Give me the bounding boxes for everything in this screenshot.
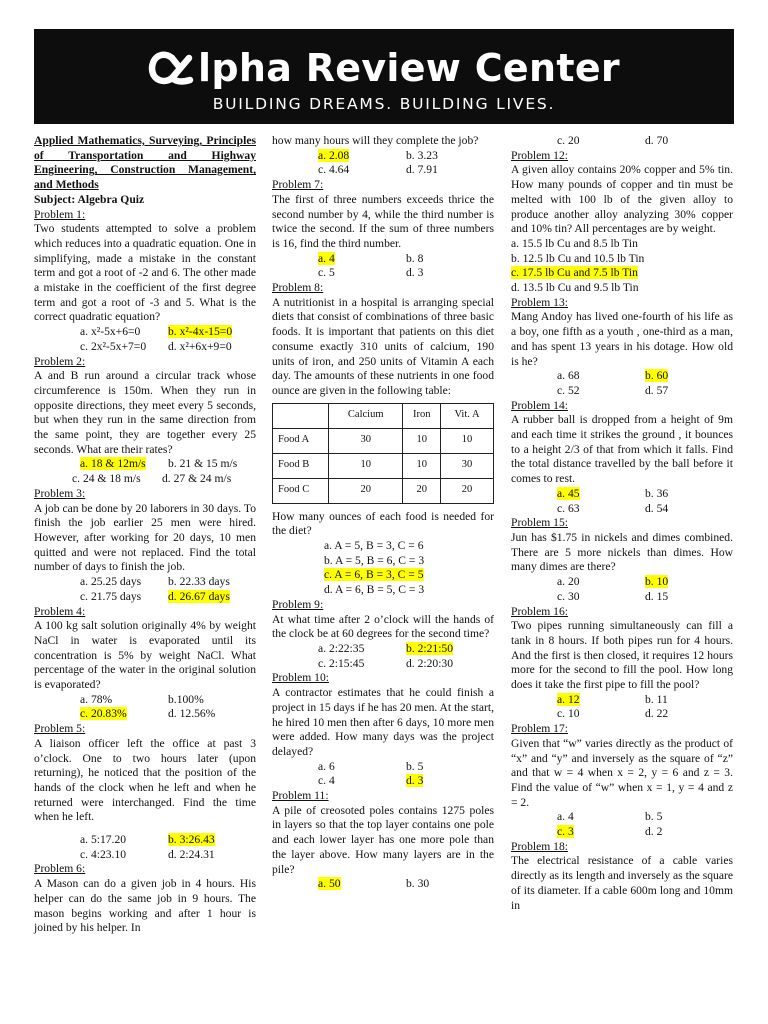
table-row-label: Food C bbox=[273, 478, 329, 503]
table-cell: 10 bbox=[403, 453, 441, 478]
table-row bbox=[273, 478, 494, 503]
problem-7-choices-cd bbox=[272, 266, 494, 281]
problem-11-title: Problem 11: bbox=[272, 789, 329, 803]
problem-17-choice-b: b. 5 bbox=[645, 810, 663, 824]
problem-6-title: Problem 6: bbox=[34, 862, 86, 876]
problem-10-choices-cd bbox=[272, 774, 494, 789]
problem-15-choices-cd bbox=[511, 590, 733, 605]
table-cell: 10 bbox=[441, 428, 494, 453]
problem-7-choice-b: b. 8 bbox=[406, 251, 424, 265]
problem-3-choice-b: b. 22.33 days bbox=[168, 575, 230, 589]
problem-10-choice-c: c. 4 bbox=[318, 774, 335, 788]
problem-8-question: How many ounces of each food is needed for the diet? bbox=[272, 509, 494, 538]
logo bbox=[34, 46, 734, 90]
problem-1-choices-cd bbox=[34, 340, 256, 355]
problem-4-choices-cd bbox=[34, 707, 256, 722]
problem-9-choices-cd bbox=[272, 657, 494, 672]
problem-15-choice-b: b. 10 bbox=[645, 575, 669, 589]
table-cell: 20 bbox=[403, 478, 441, 503]
problem-1-choices-ab bbox=[34, 325, 256, 340]
problem-13-text: Mang Andoy has lived one-fourth of his life as a boy, one fifth as a youth , one-third as a man, and has spent 13 years in his dotage. How old is he? bbox=[511, 310, 733, 368]
problem-14-choice-d: d. 54 bbox=[645, 501, 669, 515]
problem-9-text: At what time after 2 o’clock will the hands of the clock be at 60 degrees for the second time? bbox=[272, 612, 494, 641]
problem-9-choice-d: d. 2:20:30 bbox=[406, 656, 454, 670]
problem-17-choice-d: d. 2 bbox=[645, 825, 663, 839]
problem-9-choices-ab bbox=[272, 642, 494, 657]
problem-15-title: Problem 15: bbox=[511, 516, 569, 530]
problem-17-choice-a: a. 4 bbox=[557, 810, 574, 824]
problem-10-choice-b: b. 5 bbox=[406, 759, 424, 773]
problem-6-text-cont: how many hours will they complete the job? bbox=[272, 134, 479, 147]
problem-16-choices-ab bbox=[511, 693, 733, 708]
problem-17-text: Given that “w” varies directly as the product of “x” and “y” and inversely as the square of “z” and that w = 4 when x = 2, y = 6 and z = 3. Find the value of “w” when x = 1, y = 4 and z = 2. bbox=[511, 736, 733, 809]
table-row bbox=[273, 453, 494, 478]
problem-2-choice-d: d. 27 & 24 m/s bbox=[162, 472, 232, 486]
problem-12-choice-c: c. 17.5 lb Cu and 7.5 lb Tin bbox=[511, 266, 638, 280]
problem-2-title: Problem 2: bbox=[34, 354, 86, 368]
problem-14-text: A rubber ball is dropped from a height of 9m and each time it strikes the ground , it bounces to a height 2/3 of that from which it falls. Find the total distance travelled by the ball before it comes to rest. bbox=[511, 413, 733, 486]
table-cell: 10 bbox=[329, 453, 403, 478]
problem-17-title: Problem 17: bbox=[511, 722, 569, 736]
header-banner bbox=[34, 29, 734, 124]
table-row bbox=[273, 428, 494, 453]
table-cell: 20 bbox=[441, 478, 494, 503]
problem-5-choice-b: b. 3:26.43 bbox=[168, 833, 215, 847]
nutrient-table bbox=[272, 403, 494, 504]
problem-13-choice-b: b. 60 bbox=[645, 369, 669, 383]
problem-14-title: Problem 14: bbox=[511, 398, 569, 412]
problem-4-choice-a: a. 78% bbox=[80, 692, 113, 706]
problem-7-choice-a: a. 4 bbox=[318, 251, 335, 265]
problem-7-text: The first of three numbers exceeds thrice the second number by 4, while the third number is twice the second. If the sum of three numbers is 16, find the third number. bbox=[272, 192, 494, 250]
problem-5-text: A liaison officer left the office at past 3 o’clock. One to two hours later (upon returning), he noticed that the position of the hands of the clock when he left and when he returned were interchanged. Find the time when he left. bbox=[34, 736, 256, 824]
problem-6-text: A Mason can do a given job in 4 hours. His helper can do the same job in 9 hours. The mason begins working and after 1 hour is joined by his helper. In bbox=[34, 877, 256, 935]
problem-16-choice-d: d. 22 bbox=[645, 707, 669, 721]
problem-6-choices-cd bbox=[272, 163, 494, 178]
problem-16-choices-cd bbox=[511, 707, 733, 722]
problem-10-choice-d: d. 3 bbox=[406, 774, 424, 788]
problem-12-title: Problem 12: bbox=[511, 148, 569, 162]
problem-11-choice-c: c. 20 bbox=[557, 134, 580, 147]
problem-16-text: Two pipes running simultaneously can fill a tank in 8 hours. If both pipes run for 4 hours. And the first is then closed, it requires 12 hours more for the second to fill the pool. How long does it take the first pipe to fill the pool? bbox=[511, 619, 733, 692]
problem-16-choice-a: a. 12 bbox=[557, 692, 580, 706]
problem-1-title: Problem 1: bbox=[34, 207, 86, 221]
problem-9-title: Problem 9: bbox=[272, 597, 324, 611]
problem-4-choice-d: d. 12.56% bbox=[168, 707, 216, 721]
problem-16-title: Problem 16: bbox=[511, 604, 569, 618]
table-row-label: Food B bbox=[273, 453, 329, 478]
problem-6-choice-b: b. 3.23 bbox=[406, 148, 438, 162]
problem-15-text: Jun has $1.75 in nickels and dimes combined. There are 5 more nickels than dimes. How many dimes are there? bbox=[511, 530, 733, 574]
problem-14-choice-a: a. 45 bbox=[557, 486, 580, 500]
problem-1-choice-a: a. x²-5x+6=0 bbox=[80, 325, 141, 339]
problem-3-title: Problem 3: bbox=[34, 486, 86, 500]
problem-3-choices-cd bbox=[34, 590, 256, 605]
problem-10-title: Problem 10: bbox=[272, 671, 330, 685]
problem-10-choices-ab bbox=[272, 760, 494, 775]
table-row-label: Food A bbox=[273, 428, 329, 453]
column-3 bbox=[511, 134, 733, 913]
table-cell: 30 bbox=[329, 428, 403, 453]
problem-13-choices-cd bbox=[511, 384, 733, 399]
problem-10-text: A contractor estimates that he could finish a project in 15 days if he has 20 men. At the start, he hired 10 men then after 6 days, 10 more men were added. How many days was the project delayed? bbox=[272, 686, 494, 758]
problem-11-choices-cd bbox=[511, 134, 733, 149]
column-2 bbox=[272, 134, 494, 892]
problem-4-text: A 100 kg salt solution originally 4% by weight NaCl in water is evaporated until its concentration is 5% by weight NaCl. What percentage of the water in the original solution is evaporated? bbox=[34, 619, 256, 692]
problem-13-choices-ab bbox=[511, 369, 733, 384]
problem-8-choice-c: c. A = 6, B = 3, C = 5 bbox=[324, 568, 424, 582]
problem-8-text: A nutritionist in a hospital is arranging special diets that consist of combinations of three basic foods. It is important that patients on this diet consume exactly 310 units of calcium, 190 units of iron, and 250 units of Vitamin A each day. The amounts of these nutrients in one food ounce are given in the following table: bbox=[272, 295, 494, 397]
problem-4-choice-c: c. 20.83% bbox=[80, 707, 127, 721]
problem-7-choices-ab bbox=[272, 252, 494, 267]
quiz-subject: Subject: Algebra Quiz bbox=[34, 192, 145, 206]
problem-5-choices-ab bbox=[34, 833, 256, 848]
problem-11-choice-b: b. 30 bbox=[406, 877, 430, 891]
problem-14-choices-ab bbox=[511, 487, 733, 502]
problem-14-choice-b: b. 36 bbox=[645, 486, 669, 500]
quiz-heading: Applied Mathematics, Surveying, Principles of Transportation and Highway Engineering, Construction Management, and Methods bbox=[34, 134, 256, 192]
problem-14-choice-c: c. 63 bbox=[557, 501, 580, 515]
problem-12-choice-a: a. 15.5 lb Cu and 8.5 lb Tin bbox=[511, 236, 638, 250]
alpha-logo-icon bbox=[148, 50, 194, 86]
column-1 bbox=[34, 134, 256, 936]
table-cell: 20 bbox=[329, 478, 403, 503]
problem-7-title: Problem 7: bbox=[272, 178, 324, 192]
problem-18-title: Problem 18: bbox=[511, 839, 569, 853]
problem-10-choice-a: a. 6 bbox=[318, 759, 335, 773]
problem-15-choice-c: c. 30 bbox=[557, 589, 580, 603]
problem-3-choice-c: c. 21.75 days bbox=[80, 589, 142, 603]
table-header-vit-a: Vit. A bbox=[441, 403, 494, 428]
tagline: BUILDING DREAMS. BUILDING LIVES. bbox=[212, 95, 556, 113]
problem-9-choice-c: c. 2:15:45 bbox=[318, 656, 365, 670]
problem-4-title: Problem 4: bbox=[34, 604, 86, 618]
problem-5-choice-d: d. 2:24.31 bbox=[168, 847, 215, 861]
problem-15-choice-a: a. 20 bbox=[557, 575, 580, 589]
problem-5-choice-a: a. 5:17.20 bbox=[80, 833, 127, 847]
problem-7-choice-c: c. 5 bbox=[318, 266, 335, 280]
problem-11-choices-ab bbox=[272, 877, 494, 892]
problem-9-choice-b: b. 2:21:50 bbox=[406, 641, 454, 655]
problem-7-choice-d: d. 3 bbox=[406, 266, 424, 280]
problem-14-choices-cd bbox=[511, 502, 733, 517]
table-cell: 10 bbox=[403, 428, 441, 453]
problem-15-choice-d: d. 15 bbox=[645, 589, 669, 603]
problem-12-choice-d: d. 13.5 lb Cu and 9.5 lb Tin bbox=[511, 281, 639, 295]
problem-13-title: Problem 13: bbox=[511, 295, 569, 309]
table-header-iron: Iron bbox=[403, 403, 441, 428]
problem-16-choice-c: c. 10 bbox=[557, 707, 580, 721]
problem-9-choice-a: a. 2:22:35 bbox=[318, 641, 365, 655]
table-header-row bbox=[273, 403, 494, 428]
problem-8-choice-b: b. A = 5, B = 6, C = 3 bbox=[324, 553, 425, 567]
problem-6-choices-ab bbox=[272, 149, 494, 164]
problem-13-choice-c: c. 52 bbox=[557, 383, 580, 397]
problem-6-choice-d: d. 7.91 bbox=[406, 163, 438, 177]
problem-13-choice-a: a. 68 bbox=[557, 369, 580, 383]
problem-12-choice-b: b. 12.5 lb Cu and 10.5 lb Tin bbox=[511, 251, 645, 265]
problem-15-choices-ab bbox=[511, 575, 733, 590]
problem-5-choices-cd bbox=[34, 848, 256, 863]
problem-18-text: The electrical resistance of a cable varies directly as its length and inversely as the square of its diameter. If a cable 600m long and 10mm in bbox=[511, 854, 733, 912]
problem-2-text: A and B run around a circular track whose circumference is 150m. When they run in opposite directions, they meet every 5 seconds, but when they run in the same direction from the same point, they are together every 25 seconds. What are their rates? bbox=[34, 369, 256, 456]
problem-11-choice-d: d. 70 bbox=[645, 134, 669, 147]
problem-2-choice-b: b. 21 & 15 m/s bbox=[168, 457, 238, 471]
problem-8-title: Problem 8: bbox=[272, 281, 324, 295]
problem-11-text: A pile of creosoted poles contains 1275 poles in layers so that the top layer contains one pole and each lower layer has one more pole than the layer above. How many layers are in the pile? bbox=[272, 803, 494, 876]
problem-2-choice-c: c. 24 & 18 m/s bbox=[72, 472, 141, 486]
problem-1-text: Two students attempted to solve a problem which reduces into a quadratic equation. One in simplifying, made a mistake in the constant term and got a root of -2 and 6. The other made a mistake in the coefficient of the first degree term and got a root of -3 and 5. What is the correct quadratic equation? bbox=[34, 222, 256, 324]
problem-2-choices-cd bbox=[26, 472, 256, 487]
problem-6-choice-a: a. 2.08 bbox=[318, 148, 350, 162]
table-cell: 30 bbox=[441, 453, 494, 478]
problem-1-choice-c: c. 2x²-5x+7=0 bbox=[80, 339, 147, 353]
brand-name: lpha Review Center bbox=[198, 46, 620, 90]
problem-8-choice-d: d. A = 6, B = 5, C = 3 bbox=[324, 583, 425, 597]
problem-1-choice-d: d. x²+6x+9=0 bbox=[168, 339, 232, 353]
problem-5-choice-c: c. 4:23.10 bbox=[80, 847, 127, 861]
problem-2-choice-a: a. 18 & 12m/s bbox=[80, 457, 146, 471]
problem-4-choice-b: b.100% bbox=[168, 692, 204, 706]
problem-8-choice-a: a. A = 5, B = 3, C = 6 bbox=[324, 539, 424, 553]
problem-17-choices-ab bbox=[511, 810, 733, 825]
problem-3-choice-d: d. 26.67 days bbox=[168, 589, 230, 603]
problem-3-choices-ab bbox=[34, 575, 256, 590]
table-header-calcium: Calcium bbox=[329, 403, 403, 428]
problem-2-choices-ab bbox=[34, 457, 256, 472]
problem-17-choices-cd bbox=[511, 825, 733, 840]
problem-13-choice-d: d. 57 bbox=[645, 383, 669, 397]
problem-3-choice-a: a. 25.25 days bbox=[80, 575, 142, 589]
problem-1-choice-b: b. x²-4x-15=0 bbox=[168, 325, 233, 339]
problem-17-choice-c: c. 3 bbox=[557, 825, 574, 839]
problem-16-choice-b: b. 11 bbox=[645, 692, 668, 706]
problem-11-choice-a: a. 50 bbox=[318, 877, 341, 891]
problem-3-text: A job can be done by 20 laborers in 30 days. To finish the job earlier 25 men were hired. However, after working for 20 days, 10 men quitted and were not replaced. Find the total number of days to finish the job. bbox=[34, 501, 256, 574]
problem-4-choices-ab bbox=[34, 693, 256, 708]
problem-12-text: A given alloy contains 20% copper and 5% tin. How many pounds of copper and tin must be melted with 100 lb of the given alloy to produce another alloy analyzing 30% copper and 10% tin? All percentages are by weight. bbox=[511, 163, 733, 236]
problem-6-choice-c: c. 4.64 bbox=[318, 163, 350, 177]
problem-5-title: Problem 5: bbox=[34, 722, 86, 736]
